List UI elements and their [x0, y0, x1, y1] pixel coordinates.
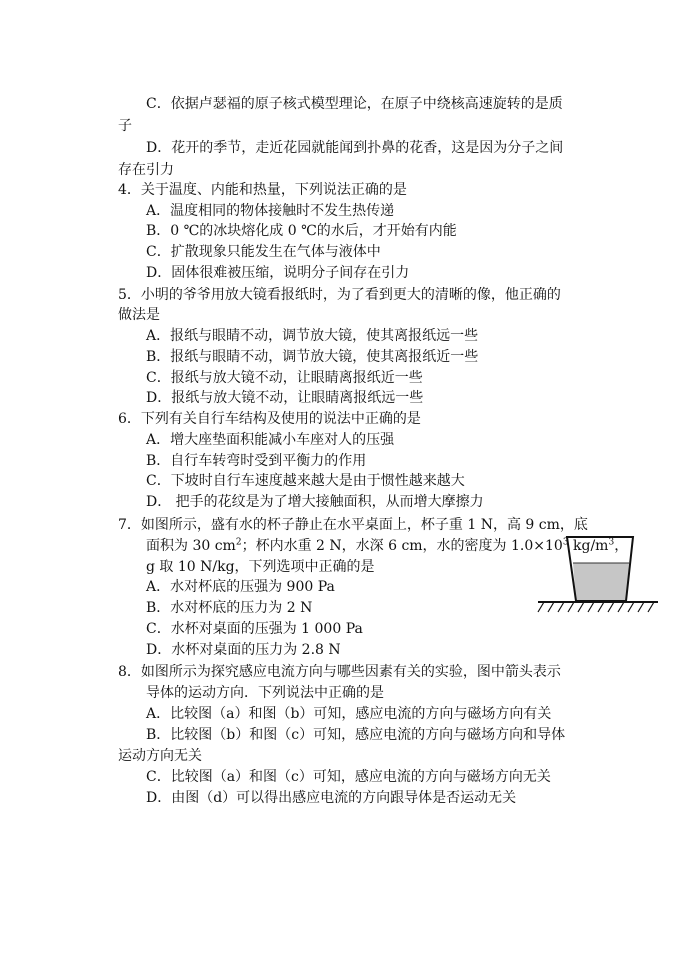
- table-hatching: [538, 602, 654, 612]
- question-4-stem: 4．关于温度、内能和热量，下列说法正确的是: [118, 182, 407, 198]
- option-8b-line2: 运动方向无关: [118, 748, 202, 764]
- option-7b: B．水对杯底的压力为 2 N: [146, 600, 313, 616]
- water-fill: [573, 563, 629, 601]
- option-3d-line2: 存在引力: [118, 162, 174, 178]
- option-4a: A．温度相同的物体接触时不发生热传递: [146, 203, 395, 219]
- option-8a: A．比较图（a）和图（b）可知，感应电流的方向与磁场方向有关: [146, 706, 552, 722]
- question-6-stem: 6．下列有关自行车结构及使用的说法中正确的是: [118, 411, 421, 427]
- option-4b: B．0 ℃的冰块熔化成 0 ℃的水后，才开始有内能: [146, 223, 457, 239]
- option-5a: A．报纸与眼睛不动，调节放大镜，使其离报纸远一些: [146, 328, 479, 344]
- option-4d: D．固体很难被压缩，说明分子间存在引力: [146, 265, 410, 281]
- option-6a: A．增大座垫面积能减小车座对人的压强: [146, 432, 395, 448]
- option-6c: C．下坡时自行车速度越来越大是由于惯性越来越大: [146, 473, 465, 489]
- option-5b: B．报纸与眼睛不动，调节放大镜，使其离报纸近一些: [146, 349, 479, 365]
- option-3d-line1: D．花开的季节，走近花园就能闻到扑鼻的花香，这是因为分子之间: [146, 140, 564, 156]
- question-5-stem-line1: 5．小明的爷爷用放大镜看报纸时，为了看到更大的清晰的像，他正确的: [118, 287, 561, 303]
- option-5c: C．报纸与放大镜不动，让眼睛离报纸近一些: [146, 370, 423, 386]
- question-8-stem-line1: 8．如图所示为探究感应电流方向与哪些因素有关的实验，图中箭头表示: [118, 664, 561, 680]
- question-7-stem-line2: 面积为 30 $cm^2$；杯内水重 2 N，水深 6 cm，水的密度为 $1.0\times 10^3$ $kg/m^3$，: [146, 537, 629, 554]
- option-6d: D． 把手的花纹是为了增大接触面积，从而增大摩擦力: [146, 494, 484, 510]
- cup-on-table-figure: [534, 532, 662, 616]
- question-5-stem-line2: 做法是: [118, 307, 160, 323]
- option-8c: C．比较图（a）和图（c）可知，感应电流的方向与磁场方向无关: [146, 769, 551, 785]
- option-7a: A．水对杯底的压强为 900 Pa: [146, 579, 335, 595]
- option-8b-line1: B．比较图（b）和图（c）可知，感应电流的方向与磁场方向和导体: [146, 727, 566, 743]
- option-5d: D．报纸与放大镜不动，让眼睛离报纸远一些: [146, 390, 424, 406]
- question-8-stem-line2: 导体的运动方向．下列说法中正确的是: [146, 685, 384, 701]
- question-7-stem-line3: g 取 10 N/kg，下列选项中正确的是: [146, 559, 375, 575]
- option-3c-line2: 子: [118, 118, 132, 134]
- option-3c-line1: C．依据卢瑟福的原子核式模型理论，在原子中绕核高速旋转的是质: [146, 96, 563, 112]
- question-7-stem-line1: 7．如图所示，盛有水的杯子静止在水平桌面上，杯子重 1 N，高 9 cm，底: [118, 517, 588, 533]
- option-4c: C．扩散现象只能发生在气体与液体中: [146, 244, 381, 260]
- option-6b: B．自行车转弯时受到平衡力的作用: [146, 453, 367, 469]
- option-7c: C．水杯对桌面的压强为 1 000 Pa: [146, 621, 363, 637]
- option-7d: D．水杯对桌面的压力为 2.8 N: [146, 642, 341, 658]
- option-8d: D．由图（d）可以得出感应电流的方向跟导体是否运动无关: [146, 790, 517, 806]
